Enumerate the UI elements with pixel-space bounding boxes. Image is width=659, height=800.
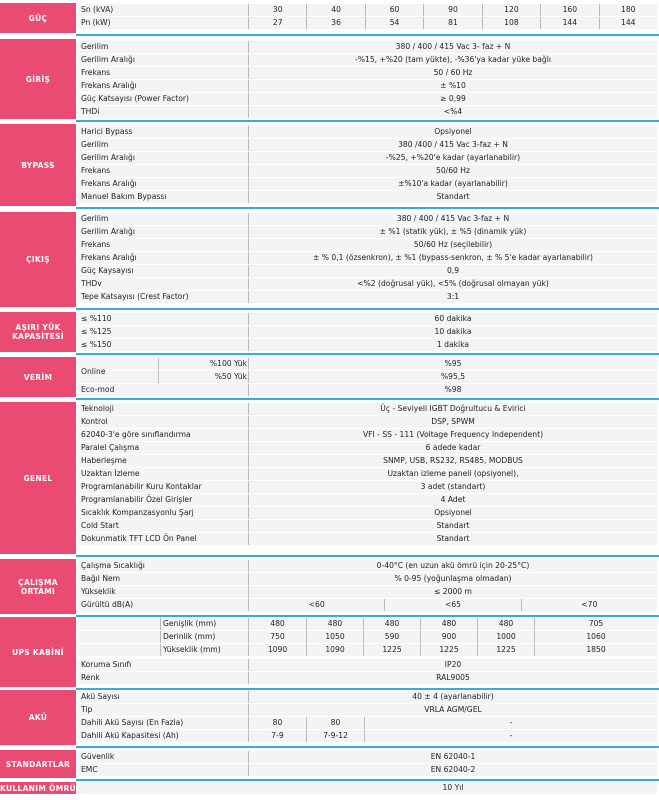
genel-row-label: Dokunmatik TFT LCD Ön Panel	[81, 534, 197, 543]
gurultu-value: <60	[308, 600, 325, 609]
asiri-row-label: ≤ %125	[81, 327, 112, 336]
dim-value: 480	[270, 619, 285, 628]
table-row	[78, 80, 657, 93]
verim-value: %95,5	[440, 372, 466, 381]
calisma-label: Yükseklik	[81, 587, 116, 596]
table-row	[78, 265, 657, 278]
section-label: GENEL	[0, 402, 76, 554]
table-row	[78, 54, 657, 67]
table-row	[78, 455, 657, 468]
aku-split-v1: 80	[272, 718, 283, 727]
verim-load: %100 Yük	[209, 359, 247, 368]
giris-row-value: 50 / 60 Hz	[433, 68, 473, 77]
genel-row-label: Uzaktan İzleme	[81, 469, 140, 478]
section-rule	[76, 207, 659, 209]
table-row	[78, 717, 657, 730]
section-rule	[76, 120, 659, 122]
guc-value: 30	[272, 5, 283, 14]
cikis-row-value: 3:1	[446, 292, 460, 301]
bypass-row-label: Gerilim Aralığı	[81, 153, 135, 162]
genel-row-value: 6 adede kadar	[425, 443, 481, 452]
asiri-row-label: ≤ %110	[81, 314, 112, 323]
table-row	[78, 41, 657, 54]
table-row	[78, 403, 657, 416]
table-row	[78, 494, 657, 507]
kabin-label: Renk	[81, 673, 100, 682]
table-row	[78, 573, 657, 586]
aku-split-label: Dahili Akü Sayısı (En Fazla)	[81, 718, 184, 727]
section-rule	[76, 398, 659, 400]
section-label: KULLANIM ÖMRÜ	[0, 783, 76, 793]
bypass-row-label: Gerilim	[81, 140, 109, 149]
genel-row-label: Teknoloji	[81, 404, 114, 413]
table-row	[78, 618, 657, 631]
dim-value: 480	[441, 619, 457, 628]
giris-row-value: -%15, +%20 (tam yükte), -%36'ya kadar yüke bağlı	[355, 55, 551, 64]
standart-row-label: EMC	[81, 765, 98, 774]
genel-row-value: Standart	[436, 534, 470, 543]
guc-value: 108	[504, 18, 519, 27]
table-row	[78, 631, 657, 644]
genel-row-value: Uzaktan izleme paneli (opsiyonel),	[387, 469, 519, 478]
section-rule	[76, 746, 659, 748]
guc-label: Sn (kVA)	[81, 5, 114, 14]
bypass-row-label: Harici Bypass	[81, 127, 133, 136]
table-row	[78, 782, 657, 795]
table-row	[78, 191, 657, 204]
guc-value: 90	[448, 5, 458, 14]
guc-value: 81	[448, 18, 458, 27]
table-row	[78, 429, 657, 442]
guc-value: 60	[389, 5, 400, 14]
section-rule	[76, 615, 659, 617]
giris-row-label: THDi	[81, 107, 100, 116]
cikis-row-label: Frekans Aralığı	[81, 253, 137, 262]
bypass-row-value: Standart	[436, 192, 470, 201]
asiri-row-value: 60 dakika	[434, 314, 472, 323]
table-row	[78, 730, 657, 743]
cikis-row-label: Tepe Katsayısı (Crest Factor)	[81, 292, 189, 301]
calisma-value: 0-40°C (en uzun akü ömrü için 20-25°C)	[376, 561, 530, 570]
bypass-row-value: 380 /400 / 415 Vac 3-faz + N	[398, 140, 508, 149]
cikis-row-value: <%2 (doğrusal yük), <5% (doğrusal olmayan yük)	[357, 279, 549, 288]
asiri-row-label: ≤ %150	[81, 340, 112, 349]
guc-value: 160	[562, 5, 578, 14]
guc-value: 27	[272, 18, 283, 27]
section-label: UPS KABİNİ	[0, 617, 76, 687]
table-row	[78, 599, 657, 612]
giris-row-label: Frekans Aralığı	[81, 81, 137, 90]
giris-row-label: Güç Katsayısı (Power Factor)	[81, 94, 189, 103]
dim-value: 480	[384, 619, 400, 628]
guc-value: 120	[504, 5, 519, 14]
giris-row-label: Gerilim Aralığı	[81, 55, 135, 64]
standart-row-value: EN 62040-1	[430, 752, 476, 761]
giris-row-value: 380 / 400 / 415 Vac 3- faz + N	[395, 42, 511, 51]
dim-value: 1090	[325, 645, 345, 654]
table-row	[78, 468, 657, 481]
table-row	[78, 691, 657, 704]
aku-split-v2: 80	[330, 718, 341, 727]
table-row	[78, 326, 657, 339]
section-label: AKÜ	[0, 690, 76, 745]
kabin-value: IP20	[444, 660, 462, 669]
aku-value: VRLA AGM/GEL	[424, 705, 482, 714]
verim-value: %95	[444, 359, 462, 368]
genel-row-label: Sıcaklık Kompanzasyonlu Şarj	[81, 508, 194, 517]
gurultu-label: Gürültü dB(A)	[81, 600, 134, 609]
section-label: VERİM	[0, 357, 76, 397]
gurultu-value: <70	[581, 600, 598, 609]
table-row	[78, 252, 657, 265]
table-row	[78, 644, 657, 657]
guc-value: 40	[331, 5, 341, 14]
genel-row-label: 62040-3'e göre sınıflandırma	[81, 430, 191, 439]
table-row	[78, 560, 657, 573]
bypass-row-value: Opsiyonel	[434, 127, 472, 136]
giris-row-label: Frekans	[81, 68, 111, 77]
dim-value: 1225	[382, 645, 402, 654]
table-row	[78, 764, 657, 777]
genel-row-value: 4 Adet	[440, 495, 466, 504]
dim-value: 480	[327, 619, 343, 628]
eco-value: %98	[444, 385, 462, 394]
table-row	[78, 339, 657, 352]
bypass-row-value: ±%10'a kadar (ayarlanabilir)	[398, 179, 508, 188]
column-divider	[160, 618, 161, 630]
dim-value: 1090	[267, 645, 288, 654]
aku-value: 40 ± 4 (ayarlanabilir)	[412, 692, 494, 701]
table-row	[78, 278, 657, 291]
table-row	[78, 239, 657, 252]
aku-label: Tip	[81, 705, 93, 714]
dim-label: Genişlik (mm)	[163, 619, 217, 628]
calisma-value: ≤ 2000 m	[434, 587, 472, 596]
verim-load: %50 Yük	[214, 372, 247, 381]
dim-value: 750	[270, 632, 285, 641]
bypass-row-label: Frekans Aralığı	[81, 179, 137, 188]
table-row	[78, 507, 657, 520]
cikis-row-label: THDv	[81, 279, 102, 288]
dim-label: Derinlik (mm)	[163, 632, 216, 641]
dim-value: 480	[498, 619, 514, 628]
dim-value: 705	[588, 619, 604, 628]
aku-split-v3: -	[509, 718, 513, 727]
bypass-row-value: 50/60 Hz	[436, 166, 470, 175]
genel-row-label: Paralel Çalışma	[81, 443, 140, 452]
table-row	[78, 442, 657, 455]
table-row	[78, 291, 657, 304]
cikis-row-label: Gerilim	[81, 214, 109, 223]
table-row	[78, 106, 657, 119]
genel-row-value: VFI - SS - 111 (Voltage Frequency Independent)	[362, 430, 544, 439]
giris-row-value: ≥ 0,99	[440, 94, 466, 103]
cikis-row-value: 0,9	[446, 266, 460, 275]
guc-value: 144	[621, 18, 636, 27]
eco-label: Eco-mod	[81, 385, 115, 394]
genel-row-label: Programlanabilir Kuru Kontaklar	[81, 482, 202, 491]
table-row	[78, 139, 657, 152]
cikis-row-label: Güç Kaysayısı	[81, 266, 134, 275]
dim-value: 900	[441, 632, 457, 641]
standart-row-label: Güvenlik	[81, 752, 115, 761]
table-row	[78, 178, 657, 191]
table-row	[78, 67, 657, 80]
dim-value: 1225	[496, 645, 516, 654]
dim-value: 1050	[325, 632, 345, 641]
cikis-row-label: Gerilim Aralığı	[81, 227, 135, 236]
table-row	[78, 17, 657, 30]
table-row	[78, 226, 657, 239]
table-row	[78, 416, 657, 429]
column-divider	[160, 644, 161, 656]
guc-value: 180	[621, 5, 636, 14]
guc-value: 36	[331, 18, 341, 27]
giris-row-label: Gerilim	[81, 42, 109, 51]
dim-label: Yükseklik (mm)	[163, 645, 221, 654]
table-row	[78, 152, 657, 165]
table-row	[78, 751, 657, 764]
aku-split-v3: -	[509, 731, 513, 740]
genel-row-value: SNMP, USB, RS232, RS485, MODBUS	[383, 456, 523, 465]
genel-row-value: Standart	[436, 521, 470, 530]
calisma-label: Çalışma Sıcaklığı	[81, 561, 145, 570]
dim-value: 590	[384, 632, 400, 641]
bypass-row-value: -%25, +%20'e kadar (ayarlanabilir)	[385, 153, 521, 162]
aku-split-v2: 7-9-12	[323, 731, 348, 740]
table-row	[78, 313, 657, 326]
section-label: GİRİŞ	[0, 39, 76, 119]
cikis-row-value: 380 / 400 / 415 Vac 3-faz + N	[396, 214, 510, 223]
genel-row-value: Opsiyonel	[434, 508, 472, 517]
section-rule	[76, 34, 659, 36]
table-row	[78, 384, 657, 397]
calisma-value: % 0-95 (yoğunlaşma olmadan)	[394, 574, 512, 583]
calisma-label: Bağıl Nem	[81, 574, 121, 583]
section-label: GÜÇ	[0, 3, 76, 33]
kabin-label: Koruma Sınıfı	[81, 660, 132, 669]
aku-split-v1: 7-9	[271, 731, 284, 740]
bypass-row-label: Frekans	[81, 166, 111, 175]
cikis-row-value: 50/60 Hz (seçilebilir)	[413, 240, 493, 249]
dim-value: 1850	[586, 645, 606, 654]
asiri-row-value: 1 dakika	[436, 340, 470, 349]
section-rule	[76, 688, 659, 690]
genel-row-label: Haberleşme	[81, 456, 127, 465]
bypass-row-label: Manuel Bakım Bypassı	[81, 192, 167, 201]
section-label: ÇIKIŞ	[0, 212, 76, 307]
kabin-value: RAL9005	[436, 673, 470, 682]
aku-split-label: Dahili Akü Kapasitesi (Ah)	[81, 731, 179, 740]
section-label: STANDARTLAR	[0, 750, 76, 778]
table-row	[78, 126, 657, 139]
table-row	[78, 93, 657, 106]
table-row	[78, 358, 657, 371]
gurultu-value: <65	[444, 600, 461, 609]
cikis-row-value: ± % 0,1 (özsenkron), ± %1 (bypass-senkron, ± % 5'e kadar ayarlanabilir)	[313, 253, 593, 262]
dim-value: 1000	[496, 632, 516, 641]
dim-value: 1060	[586, 632, 606, 641]
guc-value: 54	[389, 18, 400, 27]
guc-value: 144	[562, 18, 578, 27]
guc-label: Pn (kW)	[81, 18, 111, 27]
section-label: AŞIRI YÜK KAPASİTESİ	[0, 312, 76, 352]
table-row	[78, 481, 657, 494]
column-divider	[160, 631, 161, 643]
genel-row-value: 3 adet (standart)	[420, 482, 486, 491]
cikis-row-label: Frekans	[81, 240, 111, 249]
table-row	[78, 672, 657, 685]
table-row	[78, 520, 657, 533]
section-rule	[76, 779, 659, 781]
giris-row-value: <%4	[443, 107, 463, 116]
asiri-row-value: 10 dakika	[434, 327, 472, 336]
table-row	[78, 586, 657, 599]
genel-row-label: Programlanabilir Özel Girişler	[81, 495, 193, 504]
section-label: ÇALIŞMA ORTAMI	[0, 559, 76, 614]
table-row	[78, 533, 657, 546]
table-row	[78, 371, 657, 384]
genel-row-value: Üç - Seviyeli IGBT Doğrultucu & Evirici	[380, 404, 526, 413]
table-row	[78, 213, 657, 226]
genel-row-value: DSP, SPWM	[431, 417, 475, 426]
omur-value: 10 Yıl	[442, 783, 464, 792]
table-row	[78, 704, 657, 717]
table-row	[78, 165, 657, 178]
genel-row-label: Cold Start	[81, 521, 119, 530]
section-label: BYPASS	[0, 124, 76, 206]
giris-row-value: ± %10	[440, 81, 466, 90]
genel-row-label: Kontrol	[81, 417, 108, 426]
aku-label: Akü Sayısı	[81, 692, 120, 701]
online-label: Online	[81, 366, 106, 376]
dim-value: 1225	[439, 645, 459, 654]
section-rule	[76, 555, 659, 557]
table-row	[78, 4, 657, 17]
section-rule	[76, 308, 659, 310]
table-row	[78, 659, 657, 672]
cikis-row-value: ± %1 (statik yük), ± %5 (dinamik yük)	[379, 227, 527, 236]
section-rule	[76, 353, 659, 355]
standart-row-value: EN 62040-2	[430, 765, 476, 774]
